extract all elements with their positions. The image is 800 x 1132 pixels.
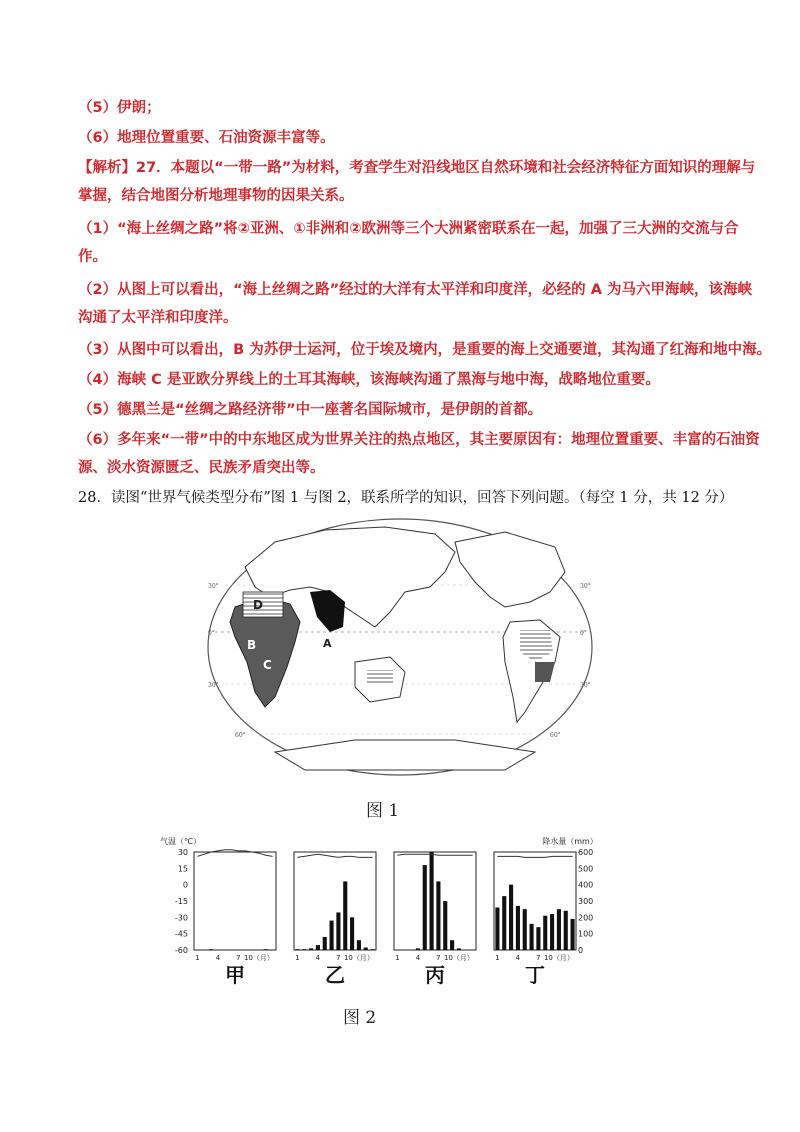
precip-bar (564, 911, 568, 950)
left-tick-label: -30 (174, 913, 188, 923)
precip-bar (295, 949, 299, 950)
x-tick-label: 4 (315, 954, 321, 962)
left-tick-label: 0 (182, 880, 188, 890)
precip-bar (264, 949, 268, 950)
precip-bar (436, 881, 440, 950)
lat-label-l60: 60° (235, 732, 246, 739)
left-tick-label: -60 (174, 946, 188, 955)
precip-bar (364, 948, 368, 950)
right-tick-label: 200 (578, 913, 594, 923)
right-tick-label: 600 (578, 848, 594, 857)
climate-charts (160, 832, 600, 1002)
text-line: （2）从图上可以看出，“海上丝绸之路”经过的大洋有太平洋和印度洋，必经的 A 为马六甲海峡，该海峡 (78, 282, 752, 298)
precip-bar (343, 881, 347, 950)
text-line: （3）从图中可以看出，B 为苏伊士运河，位于埃及境内，是重要的海上交通要道，其沟通了红海和地中海。 (78, 342, 772, 358)
precip-bar (523, 909, 527, 950)
x-tick-label: 1 (295, 954, 300, 962)
precip-bar (530, 924, 534, 950)
x-tick-label: 7 (336, 954, 341, 962)
precip-bar (423, 865, 427, 950)
left-tick-label: -15 (174, 897, 188, 906)
precip-bar (309, 948, 313, 950)
x-tick-label: 7 (236, 954, 241, 962)
x-tick-label: 10（月） (243, 954, 274, 962)
precip-bar (502, 896, 506, 950)
x-tick-label: 1 (195, 954, 200, 962)
text-line: （5）德黑兰是“丝绸之路经济带”中一座著名国际城市，是伊朗的首都。 (78, 402, 543, 418)
climate-charts-svg (160, 832, 600, 1002)
world-map-svg (205, 512, 595, 782)
lat-label-r60: 60° (550, 732, 561, 739)
lat-label-l30s: 30° (208, 682, 219, 689)
precip-bar (302, 949, 306, 950)
x-tick-label: 4 (215, 954, 221, 962)
precip-bar (571, 919, 575, 950)
lat-label-r0: 0° (580, 630, 587, 637)
left-tick-label: 15 (177, 864, 188, 874)
left-tick-label: 30 (177, 848, 188, 857)
text-line: （5）伊朗； (78, 100, 161, 116)
precip-bar (443, 901, 447, 950)
x-tick-label: 1 (495, 954, 500, 962)
panel-name: 甲 (225, 963, 245, 987)
x-tick-label: 7 (536, 954, 541, 962)
x-tick-label: 10（月） (343, 954, 374, 962)
x-tick-label: 1 (395, 954, 400, 962)
sahara-zone (243, 592, 283, 617)
chart-panel (294, 852, 376, 950)
lat-label-r30: 30° (580, 583, 591, 590)
chart-panel (194, 852, 276, 950)
x-tick-label: 10（月） (443, 954, 474, 962)
right-axis-title: 降水量（mm） (542, 837, 598, 846)
precip-bar (550, 914, 554, 950)
lat-label-r30s: 30° (580, 682, 591, 689)
lat-label-l0: 0° (208, 630, 215, 637)
precip-bar (516, 906, 520, 950)
label-a: A (323, 637, 332, 650)
x-tick-label: 4 (515, 954, 521, 962)
precip-bar (330, 921, 334, 950)
precip-bar (350, 917, 354, 950)
right-tick-label: 100 (578, 929, 594, 939)
text-line: 【解析】27．本题以“一带一路”为材料，考查学生对沿线地区自然环境和社会经济特征方面知识的理解与 (78, 160, 756, 176)
x-tick-label: 7 (436, 954, 441, 962)
precip-bar (495, 908, 499, 950)
text-line: 沟通了太平洋和印度洋。 (78, 310, 238, 326)
text-line: 作。 (78, 249, 107, 265)
precip-bar (536, 927, 540, 950)
australia-desert (367, 670, 393, 685)
x-tick-label: 4 (415, 954, 421, 962)
precip-bar (357, 940, 361, 950)
x-tick-label: 10（月） (543, 954, 574, 962)
text-line: （4）海峡 C 是亚欧分界线上的土耳其海峡，该海峡沟通了黑海与地中海，战略地位重要。 (78, 372, 660, 388)
label-b: B (247, 638, 257, 652)
world-climate-map (205, 512, 595, 782)
precip-bar (457, 948, 461, 950)
text-line: （1）“海上丝绸之路”将②亚洲、①非洲和②欧洲等三个大洲紧密联系在一起，加强了三大洲的交流与合 (78, 221, 739, 237)
chart-panel (394, 852, 476, 950)
panel-name: 丙 (425, 963, 445, 987)
precip-bar (336, 912, 340, 950)
panel-name: 乙 (325, 963, 345, 987)
text-line: （6）地理位置重要、石油资源丰富等。 (78, 130, 335, 146)
precip-bar (371, 949, 375, 950)
text-line: （6）多年来“一带”中的中东地区成为世界关注的热点地区，其主要原因有：地理位置重要、丰富的石油资 (78, 432, 760, 448)
text-line: 源、淡水资源匮乏、民族矛盾突出等。 (78, 460, 325, 476)
figure1-caption: 图 1 (366, 801, 400, 821)
right-tick-label: 0 (578, 946, 584, 955)
label-c: C (263, 658, 272, 672)
precip-bar (316, 945, 320, 950)
right-tick-label: 400 (578, 880, 594, 890)
precip-bar (543, 916, 547, 950)
text-line: 28．读图“世界气候类型分布”图 1 与图 2，联系所学的知识，回答下列问题。（每空 1 分，共 12 分） (78, 490, 734, 506)
label-d: D (253, 598, 263, 612)
right-tick-label: 300 (578, 897, 594, 906)
lat-label-l30: 30° (208, 583, 219, 590)
figure2-caption: 图 2 (343, 1008, 377, 1028)
precip-bar (450, 940, 454, 950)
precip-bar (209, 949, 213, 950)
precip-bar (509, 885, 513, 950)
precip-bar (416, 948, 420, 950)
panel-name: 丁 (525, 963, 545, 987)
precip-bar (323, 937, 327, 950)
precip-bar (557, 909, 561, 950)
precip-bar (430, 852, 434, 950)
left-tick-label: -45 (174, 929, 188, 939)
text-line: 掌握，结合地图分析地理事物的因果关系。 (78, 188, 354, 204)
left-axis-title: 气温（℃） (160, 837, 201, 846)
right-tick-label: 500 (578, 864, 594, 874)
